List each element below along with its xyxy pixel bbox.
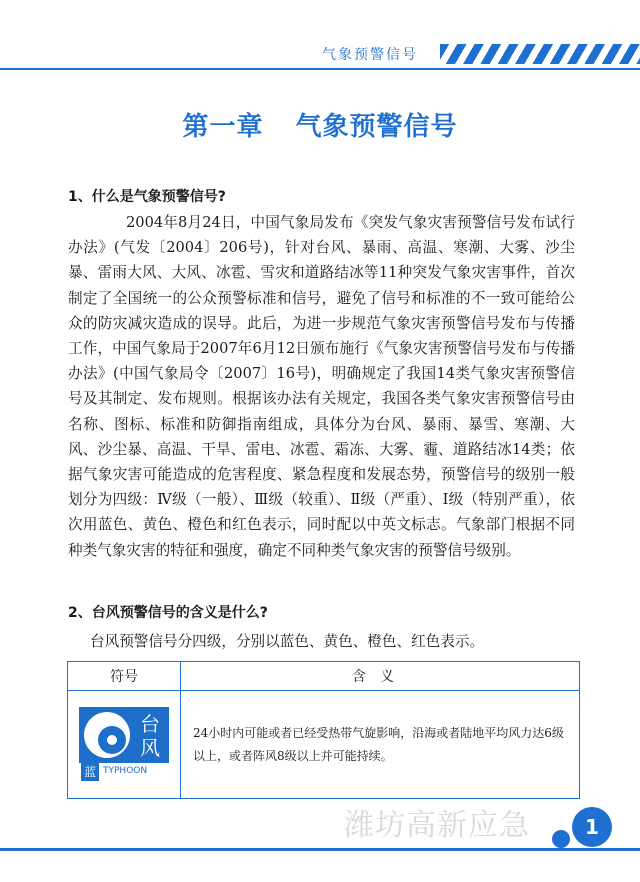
section-1-text: 2004年8月24日，中国气象局发布《突发气象灾害预警信号发布试行办法》(气发〔2004〕206号)，针对台风、暴雨、高温、寒潮、大雾、沙尘暴、雷雨大风、大风、冰雹、雪灾和道路结冰等11种突发气象灾害事件，首次制定了全国统一的公众预警标准和信号，避免了信号和标准的不一致可能给公众的防灾减灾造成的误导。此后，为进一步规范气象灾害预警信号发布与传播工作，中国气象局于2007年6月12日颁布施行《气象灾害预警信号发布与传播办法》(中国气象局令〔2007〕16号)，明确规定了我国14类气象灾害预警信号及其制定、发布规则。根据该办法有关规定，我国各类气象灾害预警信号由名称、图标、标准和防御指南组成，具体分为台风、暴雨、暴雪、寒潮、大风、沙尘暴、高温、干旱、雷电、冰雹、霜冻、大雾、霾、道路结冰14类；依据气象灾害可能造成的危害程度、紧急程度和发展态势，预警信号的级别一般划分为四级：Ⅳ级（一般）、Ⅲ级（较重）、Ⅱ级（严重）、Ⅰ级（特别严重），依次用蓝色、黄色、橙色和红色表示，同时配以中英文标志。气象部门根据不同种类气象灾害的特征和强度，确定不同种类气象灾害的预警信号级别。 xyxy=(68,214,575,559)
chapter-title xyxy=(0,106,640,143)
header-divider xyxy=(0,68,640,70)
page-number-dot-decoration xyxy=(552,830,570,848)
icon-text-bottom: 风 xyxy=(140,735,160,760)
column-header-meaning: 含义 xyxy=(181,662,580,691)
icon-level-label: 蓝 xyxy=(81,763,99,781)
meaning-cell: 24小时内可能或者已经受热带气旋影响，沿海或者陆地平均风力达6级以上，或者阵风8级以上并可能持续。 xyxy=(181,691,580,799)
column-header-symbol: 符号 xyxy=(68,662,181,691)
section-2-intro: 台风预警信号分四级，分别以蓝色、黄色、橙色、红色表示。 xyxy=(90,633,485,650)
typhoon-swirl-icon xyxy=(84,712,130,758)
icon-text-top: 台 xyxy=(140,711,160,736)
typhoon-signal-table xyxy=(67,661,580,799)
page-number: 1 xyxy=(572,807,612,847)
header-stripe-decoration xyxy=(440,44,640,64)
watermark-text: 潍坊高新应急 xyxy=(344,808,530,843)
section-1-paragraph xyxy=(68,210,575,563)
chapter-number: 第一章 xyxy=(182,112,264,142)
section-1-heading: 1、什么是气象预警信号? xyxy=(68,189,226,205)
icon-english-label: TYPHOON xyxy=(103,765,148,776)
symbol-cell xyxy=(68,691,181,799)
footer-divider xyxy=(0,848,640,851)
running-header-title: 气象预警信号 xyxy=(322,47,418,63)
typhoon-blue-signal-icon xyxy=(79,707,169,783)
table-row xyxy=(68,691,580,799)
table-header-row xyxy=(68,662,580,691)
chapter-name: 气象预警信号 xyxy=(295,112,458,142)
section-2-heading: 2、台风预警信号的含义是什么? xyxy=(68,605,268,621)
